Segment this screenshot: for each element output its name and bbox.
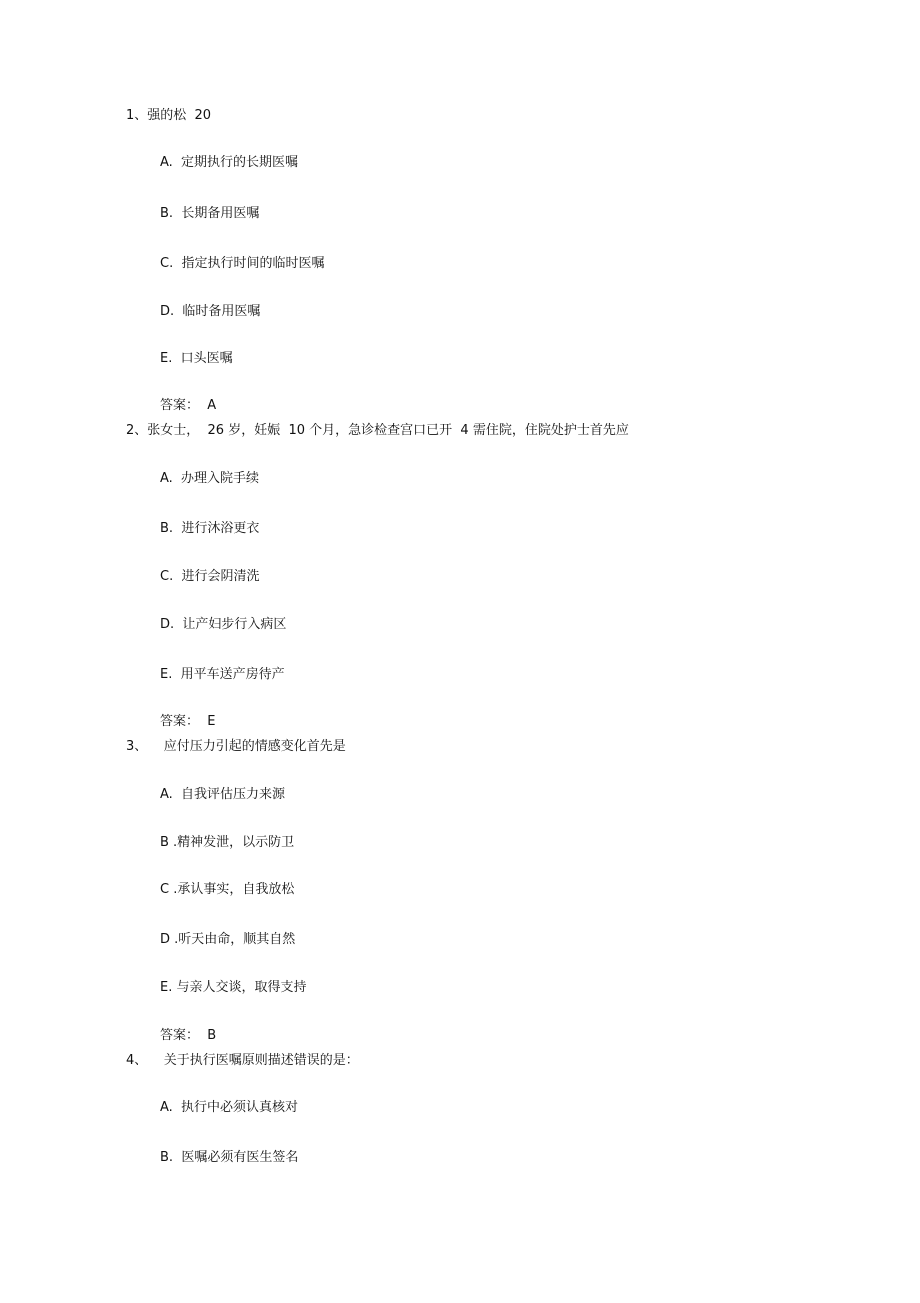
question-1-option-e: E. 口头医嘱	[160, 351, 233, 366]
question-2-option-a: A. 办理入院手续	[160, 471, 260, 486]
question-4-option-a: A. 执行中必须认真核对	[160, 1100, 299, 1115]
question-3-option-c: C .承认事实，自我放松	[160, 882, 295, 897]
question-1-option-d: D. 临时备用医嘱	[160, 304, 261, 319]
question-1-option-a: A. 定期执行的长期医嘱	[160, 155, 299, 170]
question-3-option-d: D .听天由命，顺其自然	[160, 932, 296, 947]
question-3-answer: 答案： B	[160, 1028, 217, 1043]
question-3-option-a: A. 自我评估压力来源	[160, 787, 286, 802]
question-2-option-d: D. 让产妇步行入病区	[160, 617, 287, 632]
question-1-option-b: B. 长期备用医嘱	[160, 206, 260, 221]
question-3-stem: 3、 应付压力引起的情感变化首先是	[126, 739, 346, 754]
question-2-answer: 答案： E	[160, 714, 216, 729]
question-1-answer: 答案： A	[160, 398, 217, 413]
question-2-option-c: C. 进行会阴清洗	[160, 569, 260, 584]
question-3-option-e: E. 与亲人交谈，取得支持	[160, 980, 307, 995]
question-2-stem: 2、张女士， 26 岁，妊娠 10 个月，急诊检查宫口已开 4 需住院，住院处护士首先应	[126, 423, 629, 438]
question-2-option-b: B. 进行沐浴更衣	[160, 521, 260, 536]
question-1-option-c: C. 指定执行时间的临时医嘱	[160, 256, 325, 271]
question-1-stem: 1、强的松 20	[126, 108, 212, 123]
question-4-stem: 4、 关于执行医嘱原则描述错误的是：	[126, 1053, 359, 1068]
question-4-option-b: B. 医嘱必须有医生签名	[160, 1150, 299, 1165]
question-3-option-b: B .精神发泄，以示防卫	[160, 835, 295, 850]
question-2-option-e: E. 用平车送产房待产	[160, 667, 285, 682]
